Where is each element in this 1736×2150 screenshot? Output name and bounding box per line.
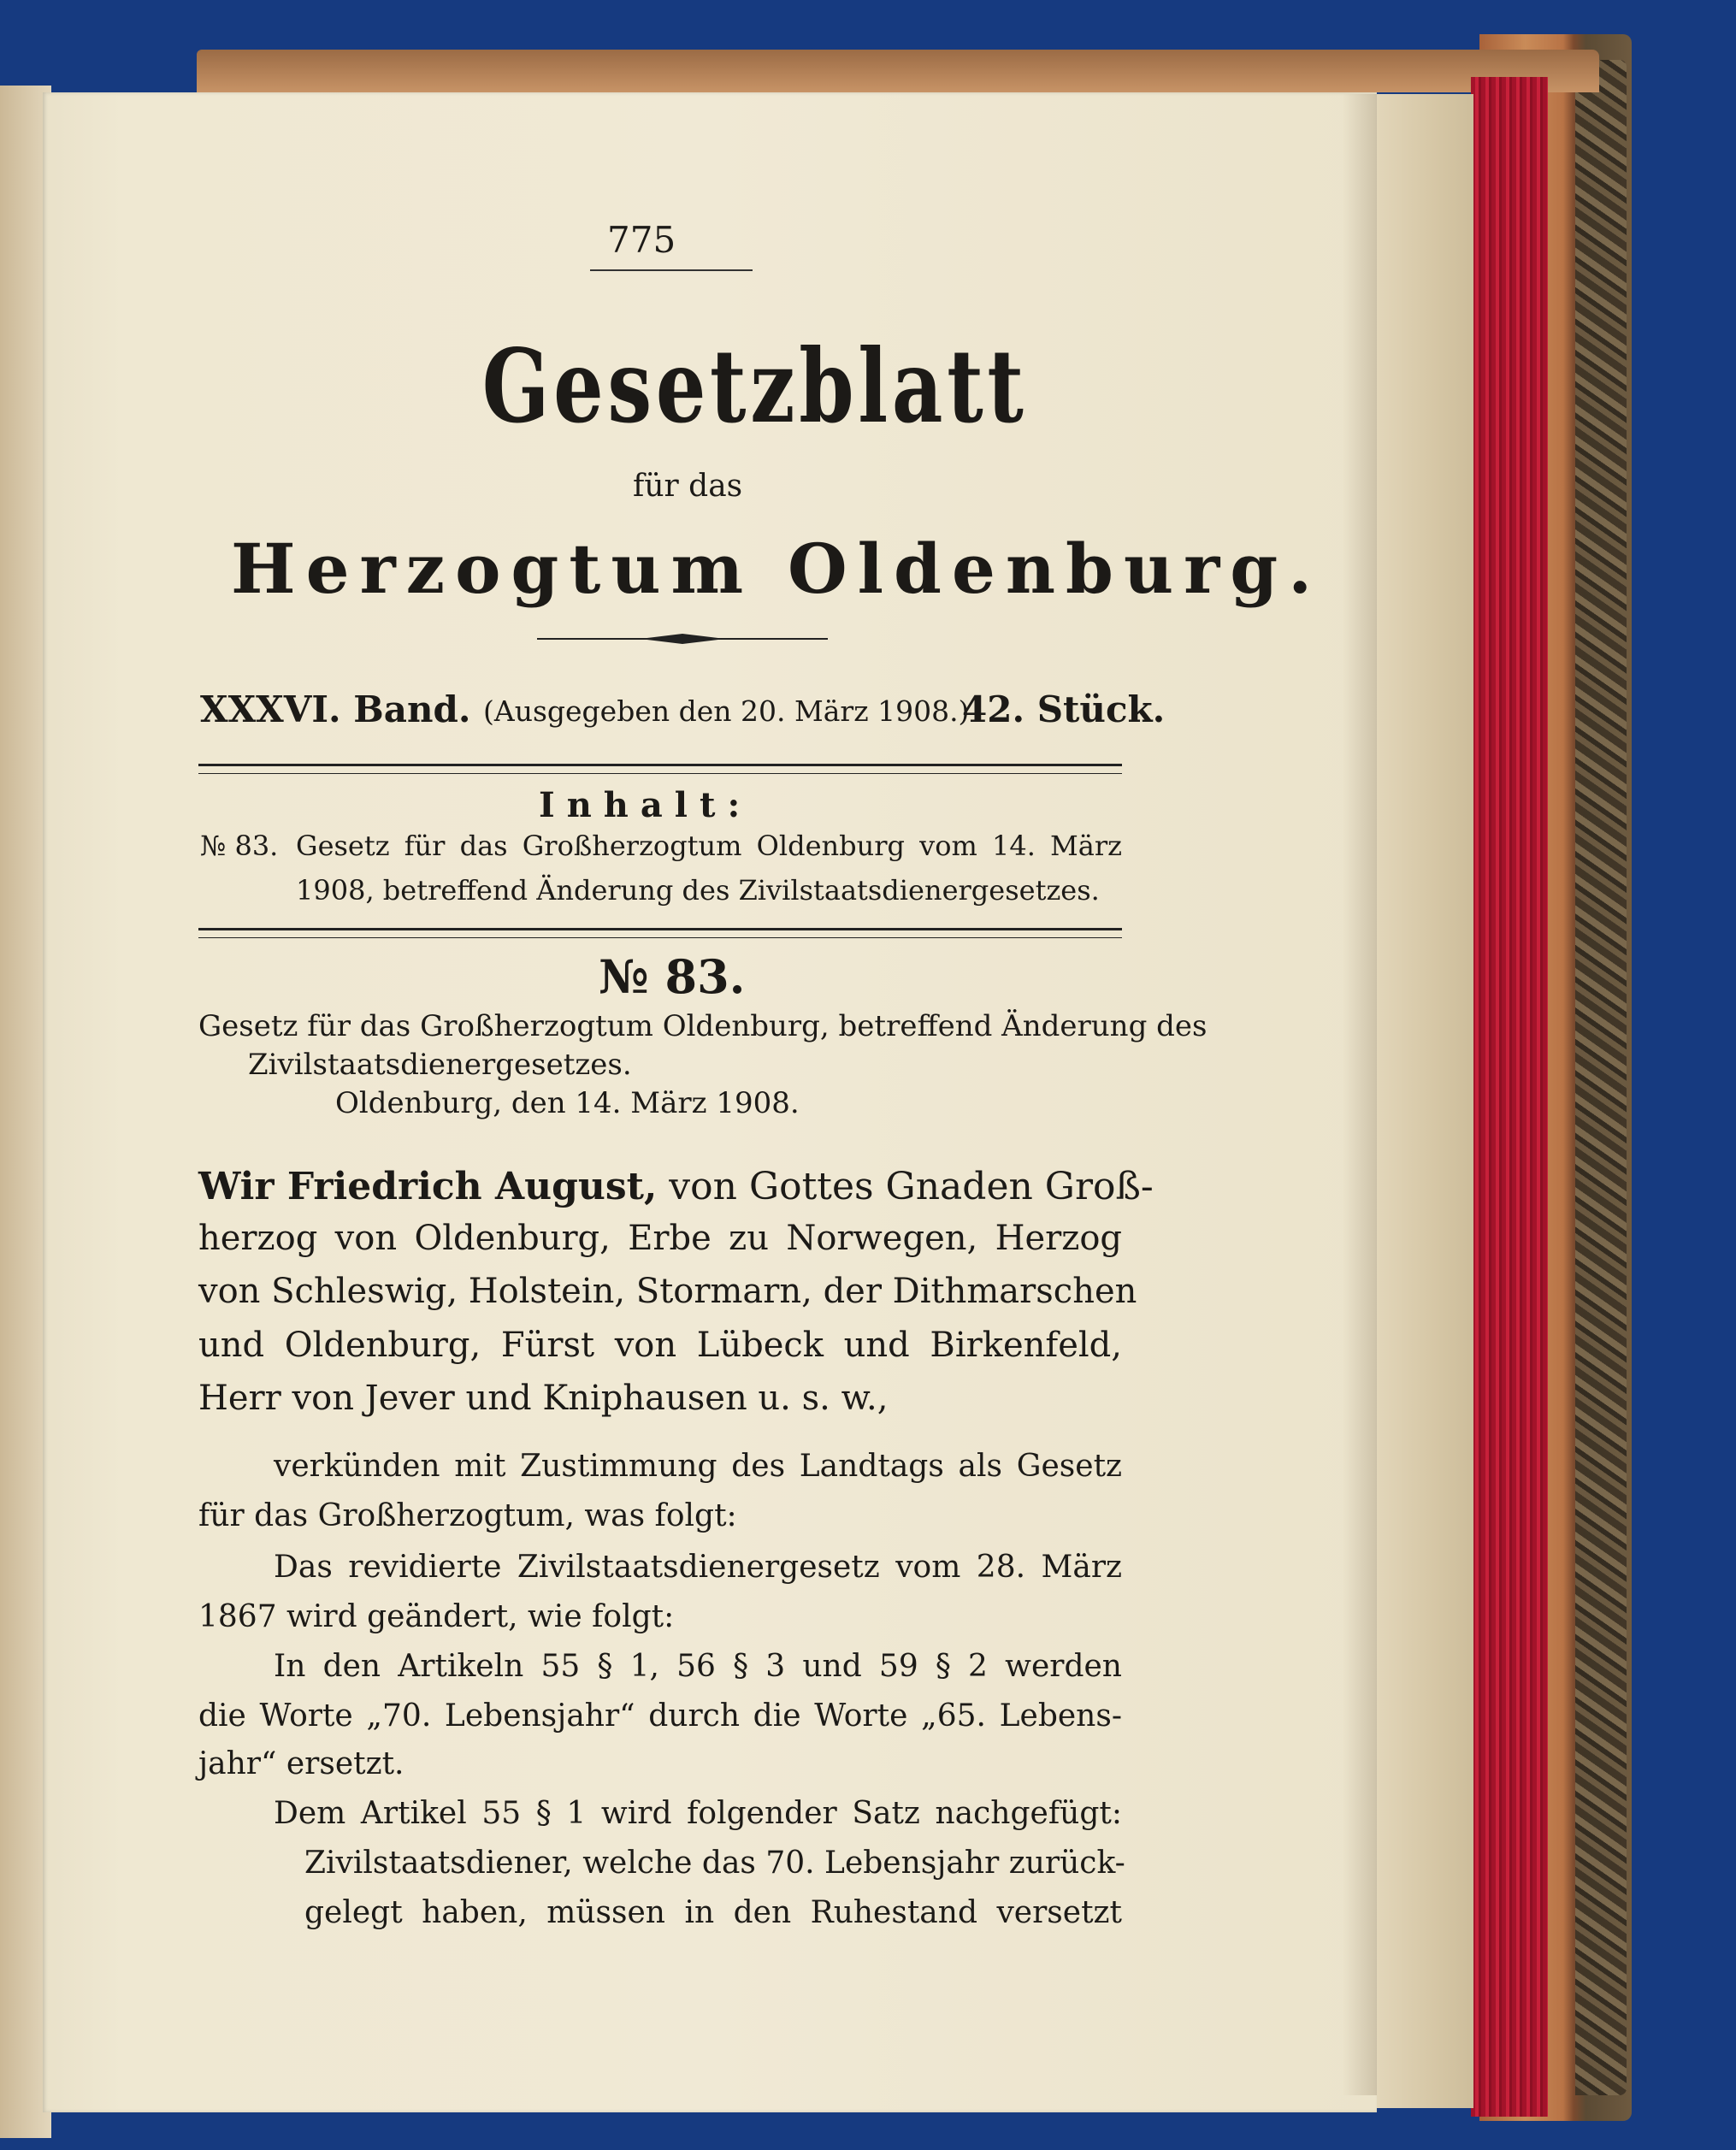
body-line: für das Großherzogtum, was folgt: xyxy=(198,1498,737,1533)
body-line: In den Artikeln 55 § 1, 56 § 3 und 59 § 2 werden xyxy=(274,1649,1122,1684)
body-line xyxy=(198,1165,1154,1208)
issue-piece: 42. Stück. xyxy=(962,688,1166,730)
body-text: von Gottes Gnaden Groß- xyxy=(669,1165,1154,1208)
contents-entry-line: 1908, betreffend Änderung des Zivilstaatsdienergesetzes. xyxy=(296,874,1100,907)
contents-number: № 83. xyxy=(200,830,279,862)
body-line: Zivilstaatsdiener, welche das 70. Lebensjahr zurück- xyxy=(304,1846,1125,1881)
contents-entry-line: Gesetz für das Großherzogtum Oldenburg vom 14. März xyxy=(296,830,1122,862)
body-line: gelegt haben, müssen in den Ruhestand versetzt xyxy=(304,1895,1122,1930)
gazette-title-connector: für das xyxy=(633,469,743,504)
page-number: 775 xyxy=(607,219,676,261)
double-rule xyxy=(198,764,1122,774)
sovereign-name: Wir Friedrich August, xyxy=(198,1165,658,1208)
body-line: Dem Artikel 55 § 1 wird folgender Satz nachgefügt: xyxy=(274,1796,1122,1831)
issue-date: (Ausgegeben den 20. März 1908.) xyxy=(483,694,970,728)
body-line: 1867 wird geändert, wie folgt: xyxy=(198,1599,675,1634)
body-line: Das revidierte Zivilstaatsdienergesetz vom 28. März xyxy=(274,1550,1122,1585)
issue-volume: XXXVI. Band. xyxy=(200,688,471,730)
gazette-title: Gesetzblatt xyxy=(481,327,1028,446)
body-line: verkünden mit Zustimmung des Landtags als Gesetz xyxy=(274,1449,1122,1484)
contents-heading: Inhalt: xyxy=(539,785,753,825)
body-line: und Oldenburg, Fürst von Lübeck und Birkenfeld, xyxy=(198,1326,1122,1365)
law-number: № 83. xyxy=(599,949,746,1004)
body-line: jahr“ ersetzt. xyxy=(198,1746,404,1781)
body-line: die Worte „70. Lebensjahr“ durch die Worte „65. Lebens- xyxy=(198,1698,1122,1734)
title-ornament-rule xyxy=(537,633,828,645)
law-title-line: Zivilstaatsdienergesetzes. xyxy=(248,1048,632,1082)
body-line: von Schleswig, Holstein, Stormarn, der Dithmarschen xyxy=(198,1272,1137,1311)
law-place-date: Oldenburg, den 14. März 1908. xyxy=(335,1086,800,1120)
double-rule xyxy=(198,928,1122,938)
body-line: Herr von Jever und Kniphausen u. s. w., xyxy=(198,1379,889,1418)
page-number-rule xyxy=(590,269,753,271)
body-line: herzog von Oldenburg, Erbe zu Norwegen, Herzog xyxy=(198,1219,1122,1258)
law-title-line: Gesetz für das Großherzogtum Oldenburg, betreffend Änderung des xyxy=(198,1009,1208,1043)
gazette-region-title: Herzogtum Oldenburg. xyxy=(231,529,1323,609)
